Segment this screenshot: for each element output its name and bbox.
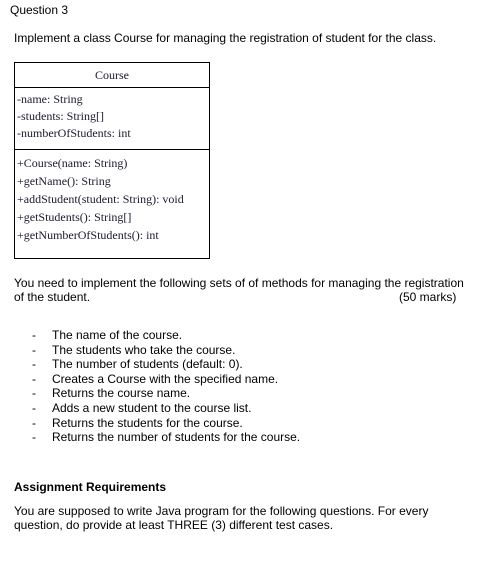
uml-operation: +getNumberOfStudents(): int [17, 228, 159, 242]
bullet-dash: - [32, 342, 36, 357]
question-title: Question 3 [10, 3, 69, 17]
list-item: - Adds a new student to the course list. [32, 400, 252, 415]
list-item: - Returns the number of students for the course. [32, 430, 301, 445]
assignment-line2: question, do provide at least THREE (3) different test cases. [14, 518, 334, 532]
uml-attribute: -numberOfStudents: int [17, 126, 131, 140]
bullet-dash: - [32, 430, 36, 445]
list-item: - Returns the course name. [32, 386, 191, 401]
uml-operations-section [15, 150, 209, 244]
uml-class-name: Course [15, 63, 209, 88]
assignment-heading: Assignment Requirements [14, 480, 167, 494]
list-item: - Creates a Course with the specified name. [32, 371, 279, 386]
uml-operation: +getStudents(): String[] [17, 210, 132, 224]
requirements-list [32, 328, 300, 445]
list-item: - Returns the students for the course. [32, 415, 243, 430]
uml-attribute: -students: String[] [17, 109, 104, 123]
uml-operation: +getName(): String [17, 174, 111, 188]
bullet-dash: - [32, 371, 36, 386]
bullet-dash: - [32, 328, 36, 342]
marks-label: (50 marks) [399, 290, 457, 304]
uml-attribute: -name: String [17, 92, 83, 106]
bullet-dash: - [32, 357, 36, 372]
bullet-dash: - [32, 400, 36, 415]
list-item: - The students who take the course. [32, 342, 236, 357]
list-item: - The number of students (default: 0). [32, 357, 243, 372]
uml-operation: +addStudent(student: String): void [17, 192, 184, 206]
uml-attributes-section [15, 88, 209, 150]
bullet-dash: - [32, 386, 36, 401]
bullet-dash: - [32, 415, 36, 430]
uml-class-diagram [14, 62, 210, 259]
methods-intro-line1: You need to implement the following sets of of methods for managing the registration [14, 276, 464, 290]
intro-text: Implement a class Course for managing the registration of student for the class. [14, 31, 437, 45]
assignment-line1: You are supposed to write Java program for the following questions. For every [14, 504, 429, 518]
list-item: - The name of the course. [32, 328, 183, 342]
methods-intro-line2: of the student. [14, 290, 91, 304]
uml-operation: +Course(name: String) [17, 156, 128, 170]
